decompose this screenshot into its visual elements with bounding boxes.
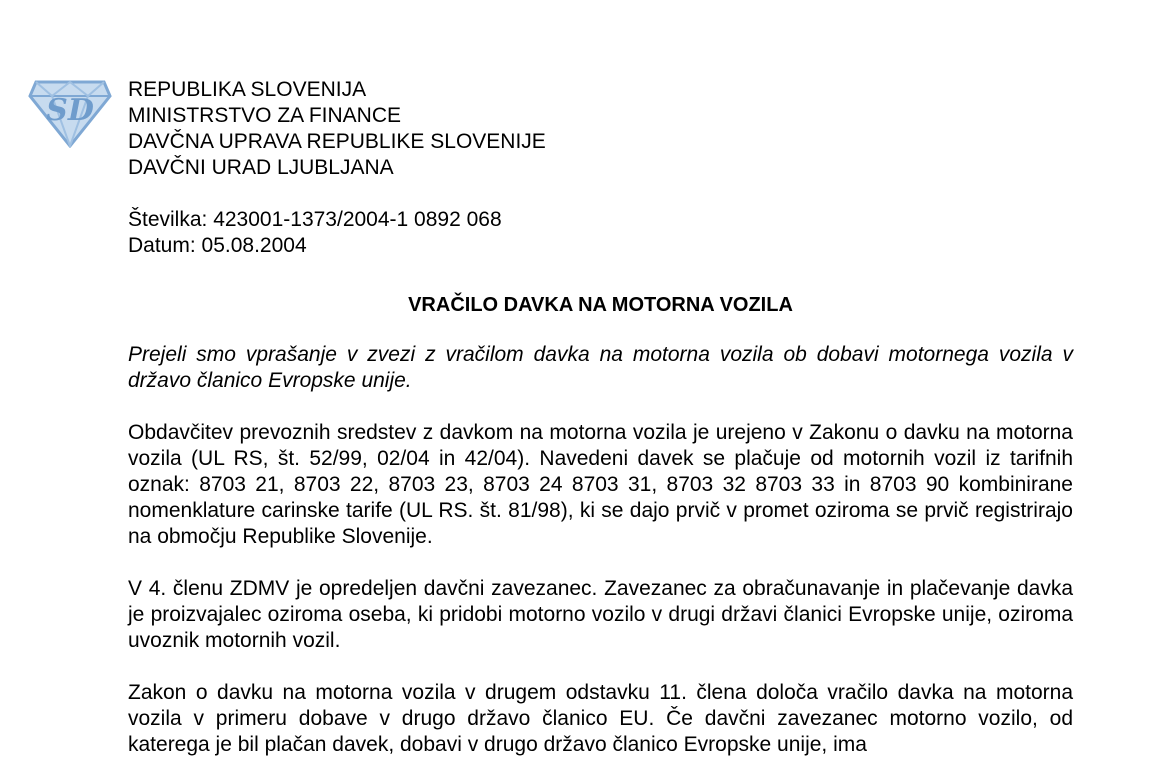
document-page: [128, 77, 1073, 784]
paragraph-taxpayer: V 4. členu ZDMV je opredeljen davčni zavezanec. Zavezanec za obračunavanje in plačevanje davka je proizvajalec oziroma oseba, ki pridobi motorno vozilo v drugi državi članici Evropske unije, oziroma uvoznik motornih vozil.: [128, 577, 1073, 652]
paragraph-refund: Zakon o davku na motorna vozila v drugem odstavku 11. člena določa vračilo davka na motorna vozila v primeru dobave v drugo državo članico EU. Če davčni zavezanec motorno vozilo, od katerega je bil plačan davek, dobavi v drugo državo članico Evropske unije, ima: [128, 681, 1073, 756]
document-title: VRAČILO DAVKA NA MOTORNA VOZILA: [408, 294, 793, 316]
header-line-tax-admin: DAVČNA UPRAVA REPUBLIKE SLOVENIJE: [128, 130, 546, 153]
svg-text:SD: SD: [46, 93, 94, 128]
header-line-tax-office: DAVČNI URAD LJUBLJANA: [128, 156, 394, 179]
sd-logo-icon: [28, 76, 112, 148]
header-block: [128, 77, 1073, 181]
meta-block: [128, 207, 1073, 259]
paragraph-taxation: Obdavčitev prevoznih sredstev z davkom na motorna vozila je urejeno v Zakonu o davku na motorna vozila (UL RS, št. 52/99, 02/04 in 42/04). Navedeni davek se plačuje od motornih vozil iz tarifnih oznak: 8703 21, 8703 22, 8703 23, 8703 24 8703 31, 8703 32 8703 33 in 8703 90 kombinirane nomenklature carinske tarife (UL RS. št. 81/98), ki se dajo prvič v promet oziroma se prvič registrirajo na območju Republike Slovenije.: [128, 421, 1073, 548]
document-date: Datum: 05.08.2004: [128, 234, 307, 257]
document-number: Številka: 423001-1373/2004-1 0892 068: [128, 208, 502, 231]
header-line-ministry: MINISTRSTVO ZA FINANCE: [128, 104, 402, 127]
paragraph-question: Prejeli smo vprašanje v zvezi z vračilom davka na motorna vozila ob dobavi motornega vozila v državo članico Evropske unije.: [128, 343, 1073, 392]
header-line-republic: REPUBLIKA SLOVENIJA: [128, 78, 367, 101]
